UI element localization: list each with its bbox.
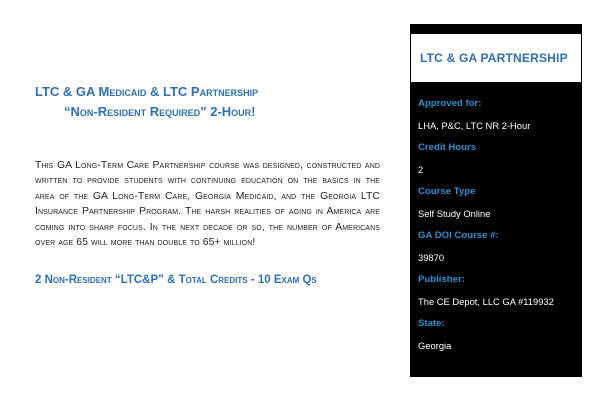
card-body [410, 82, 582, 362]
course-credits-summary: 2 Non-Resident “LTC&P” & Total Credits - 10 Exam Qs [35, 274, 317, 287]
course-type-value: Self Study Online [418, 208, 491, 219]
credit-hours-value: 2 [418, 164, 424, 175]
state-value: Georgia [418, 340, 452, 351]
card-header [410, 34, 582, 82]
publisher-value: The CE Depot, LLC GA #119932 [418, 296, 554, 307]
state-label: State: [418, 318, 445, 329]
course-title-line-2: “Non-Resident Required” 2-Hour! [64, 104, 256, 119]
doi-course-label: GA DOI Course #: [418, 230, 499, 241]
publisher-label: Publisher: [418, 274, 465, 285]
course-description-panel [35, 82, 380, 288]
card-header-title: LTC & GA PARTNERSHIP [420, 51, 568, 65]
credit-hours-label: Credit Hours [418, 142, 477, 153]
card-top-bar [410, 24, 582, 34]
course-info-card [410, 24, 582, 377]
doi-course-value: 39870 [418, 252, 445, 263]
course-description: This GA Long-Term Care Partnership course was designed, constructed and written to provide students with continuing education on the basics in the area of the GA Long-Term Care, Georgia Medicaid, and the Georgia LTC Insurance Partnership Program. The harsh realities of aging in America are coming into sharp focus. In the next decade or so, the number of Americans over age 65 will more than double to 65+ million! [35, 160, 380, 249]
course-title-line-1: LTC & GA Medicaid & LTC Partnership [35, 84, 259, 99]
course-title [35, 82, 380, 122]
approved-for-value: LHA, P&C, LTC NR 2-Hour [418, 120, 531, 131]
course-type-label: Course Type [418, 186, 476, 197]
approved-for-label: Approved for: [418, 98, 482, 109]
